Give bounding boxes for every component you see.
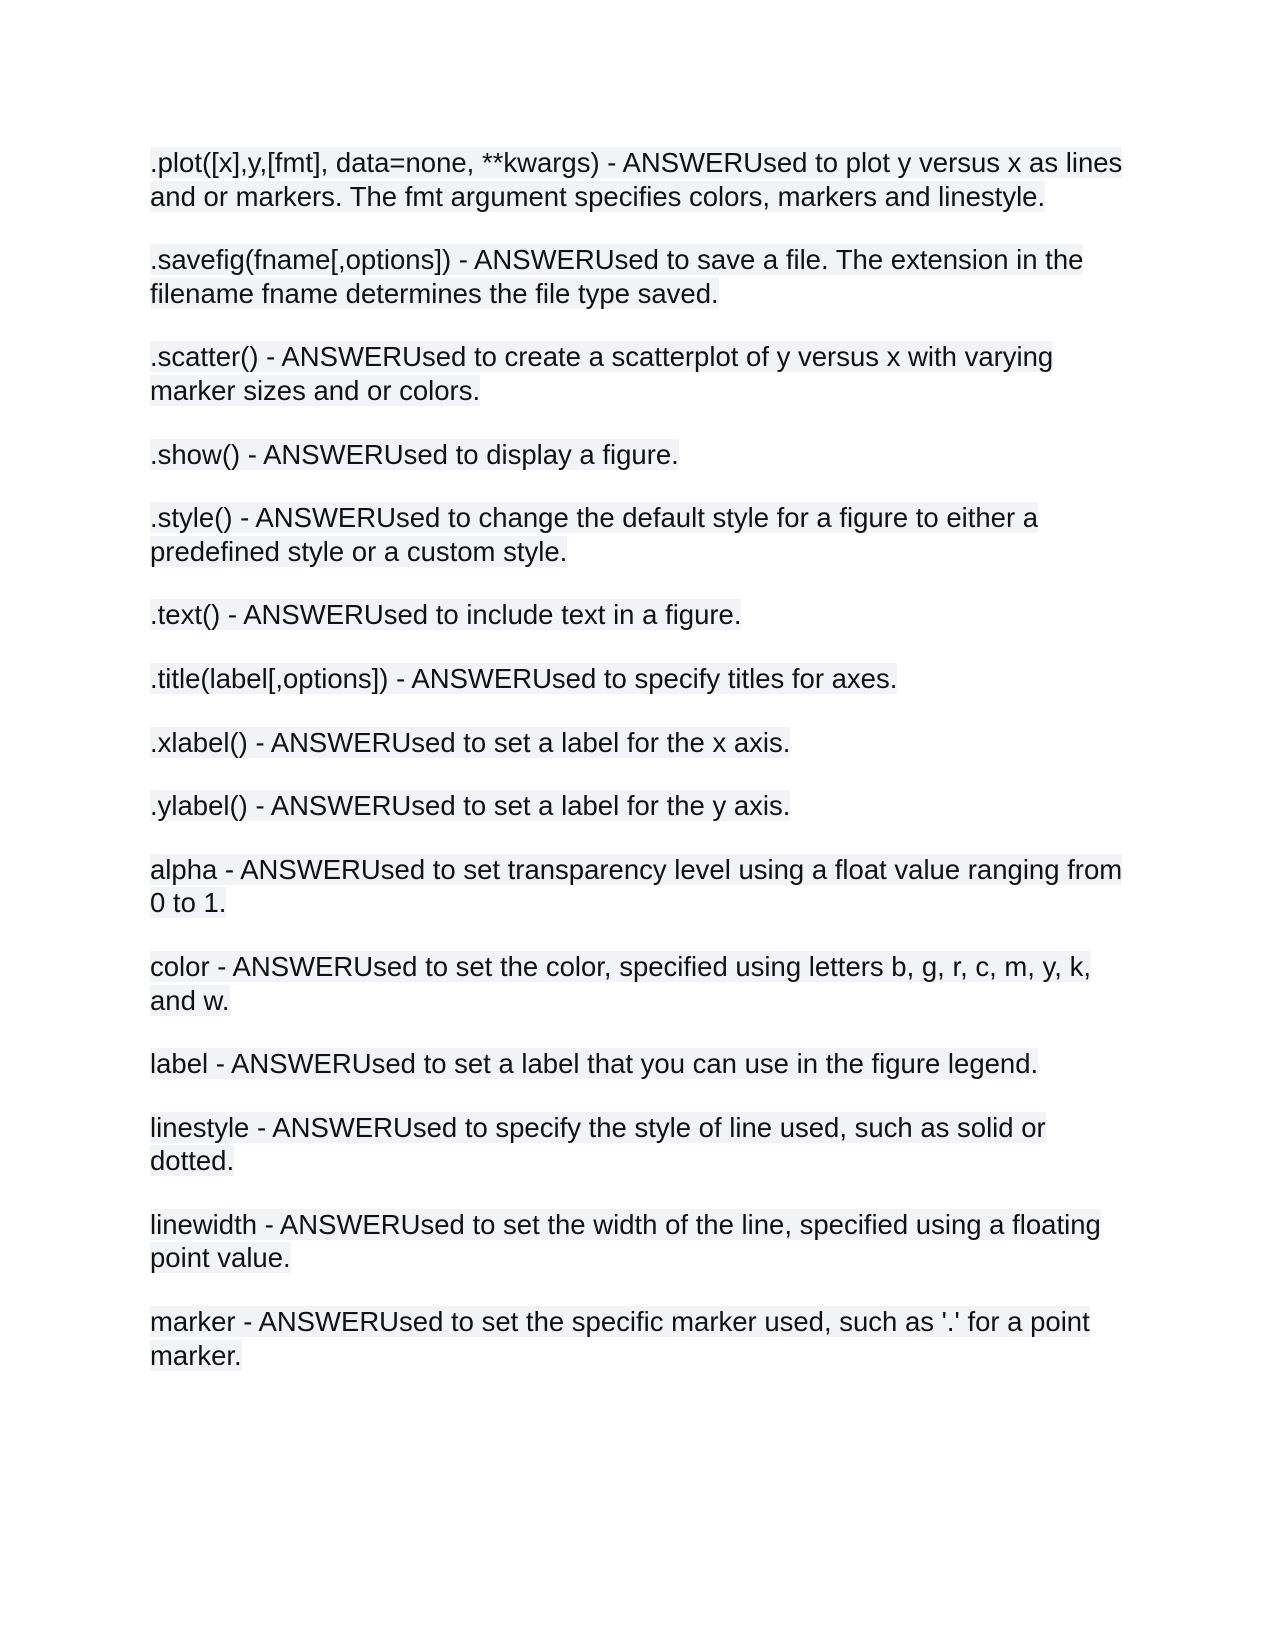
entry-text: label - ANSWERUsed to set a label that you can use in the figure legend.: [150, 1048, 1039, 1080]
entry-linestyle: [150, 1111, 1130, 1178]
entry-text: linewidth - ANSWERUsed to set the width of the line, specified using a floating point value.: [150, 1208, 1101, 1274]
entry-text: .plot([x],y,[fmt], data=none, **kwargs) - ANSWERUsed to plot y versus x as lines and or markers. The fmt argument specifies colors, markers and linestyle.: [150, 147, 1123, 212]
entry-text: .savefig(fname[,options]) - ANSWERUsed to save a file. The extension in the filename fname determines the file type saved.: [150, 244, 1084, 309]
entry-text: alpha - ANSWERUsed to set transparency level using a float value ranging from 0 to 1.: [150, 853, 1123, 919]
entry-linewidth: [150, 1208, 1130, 1275]
entry-style: [150, 501, 1130, 568]
entry-savefig: [150, 243, 1130, 310]
entry-show: [150, 438, 1130, 472]
entry-plot: [150, 146, 1130, 213]
entry-label: [150, 1047, 1130, 1081]
entry-text: .style() - ANSWERUsed to change the default style for a figure to either a predefined style or a custom style.: [150, 502, 1039, 567]
entry-xlabel: [150, 726, 1130, 760]
entry-alpha: [150, 853, 1130, 920]
entry-marker: [150, 1305, 1130, 1372]
entry-title: [150, 662, 1130, 696]
entry-text-fn: [150, 598, 1130, 632]
document-body: [150, 146, 1130, 1402]
entry-text: .scatter() - ANSWERUsed to create a scatterplot of y versus x with varying marker sizes and or colors.: [150, 341, 1054, 406]
entry-text: .show() - ANSWERUsed to display a figure.: [150, 438, 679, 470]
entry-text: .xlabel() - ANSWERUsed to set a label for the x axis.: [150, 726, 791, 758]
entry-text: .text() - ANSWERUsed to include text in a figure.: [150, 599, 742, 631]
entry-text: linestyle - ANSWERUsed to specify the style of line used, such as solid or dotted.: [150, 1111, 1046, 1177]
entry-scatter: [150, 340, 1130, 407]
entry-text: .ylabel() - ANSWERUsed to set a label for the y axis.: [150, 790, 791, 822]
entry-text: .title(label[,options]) - ANSWERUsed to specify titles for axes.: [150, 662, 898, 694]
entry-color: [150, 950, 1130, 1017]
entry-ylabel: [150, 789, 1130, 823]
entry-text: color - ANSWERUsed to set the color, specified using letters b, g, r, c, m, y, k, and w.: [150, 950, 1091, 1016]
entry-text: marker - ANSWERUsed to set the specific marker used, such as '.' for a point marker.: [150, 1306, 1090, 1371]
